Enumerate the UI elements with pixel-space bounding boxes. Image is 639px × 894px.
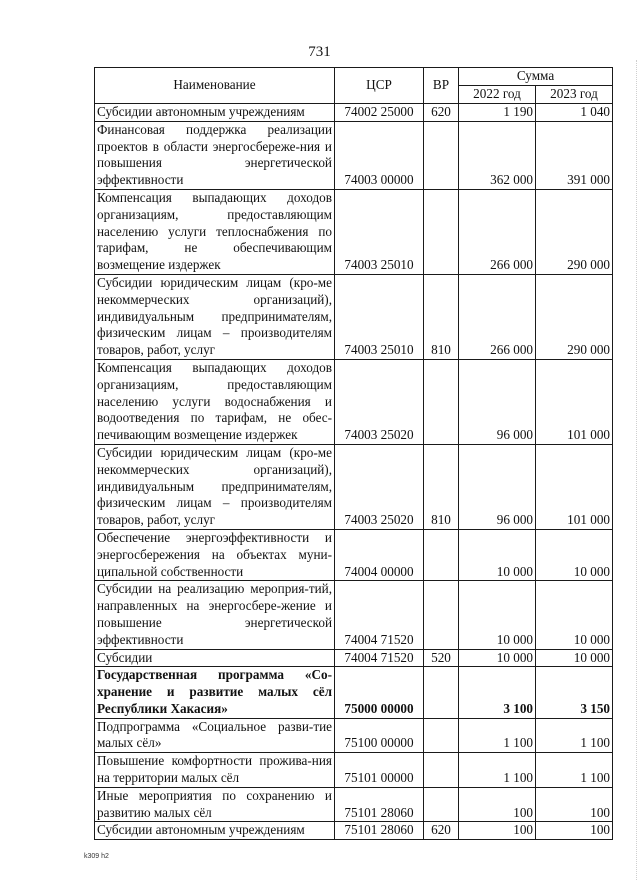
row-csr: 74003 25010 — [335, 189, 424, 274]
row-vr — [424, 667, 459, 718]
row-sum-2022: 1 190 — [459, 104, 536, 122]
row-sum-2023: 10 000 — [536, 649, 613, 667]
row-sum-2022: 362 000 — [459, 121, 536, 189]
table-row — [95, 718, 613, 753]
header-name: Наименование — [95, 68, 335, 104]
row-sum-2023: 1 040 — [536, 104, 613, 122]
row-vr — [424, 529, 459, 580]
row-vr — [424, 581, 459, 649]
table-row — [95, 121, 613, 189]
row-vr — [424, 189, 459, 274]
row-vr: 810 — [424, 274, 459, 359]
row-csr: 74003 25020 — [335, 359, 424, 444]
row-name: Субсидии автономным учреждениям — [95, 104, 335, 122]
row-csr: 75101 28060 — [335, 787, 424, 822]
row-sum-2023: 1 100 — [536, 718, 613, 753]
row-sum-2023: 391 000 — [536, 121, 613, 189]
table-row — [95, 581, 613, 649]
row-csr: 74003 25010 — [335, 274, 424, 359]
row-sum-2022: 3 100 — [459, 667, 536, 718]
row-name: Субсидии автономным учреждениям — [95, 822, 335, 840]
row-sum-2022: 100 — [459, 787, 536, 822]
row-sum-2023: 290 000 — [536, 189, 613, 274]
row-sum-2023: 101 000 — [536, 359, 613, 444]
row-sum-2022: 1 100 — [459, 753, 536, 788]
table-row — [95, 667, 613, 718]
scan-edge-mark — [632, 60, 637, 880]
row-name: Государственная программа «Со-хранение и развитие малых сёл Республики Хакасия» — [95, 667, 335, 718]
row-csr: 74002 25000 — [335, 104, 424, 122]
table-row — [95, 529, 613, 580]
row-name: Подпрограмма «Социальное разви-тие малых сёл» — [95, 718, 335, 753]
page-number: 731 — [308, 44, 331, 60]
row-sum-2022: 266 000 — [459, 189, 536, 274]
row-name: Субсидии юридическим лицам (кро-ме некоммерческих организаций), индивидуальным предпринимателям, физическим лицам – производителям товаров, работ, услуг — [95, 444, 335, 529]
table-row — [95, 104, 613, 122]
row-sum-2022: 266 000 — [459, 274, 536, 359]
row-vr: 520 — [424, 649, 459, 667]
table-header — [95, 68, 613, 104]
row-csr: 74003 00000 — [335, 121, 424, 189]
row-name: Компенсация выпадающих доходов организациям, предоставляющим населению услуги теплоснабжения по тарифам, не обеспечивающим возмещение издержек — [95, 189, 335, 274]
table-row — [95, 822, 613, 840]
row-csr: 74004 71520 — [335, 649, 424, 667]
row-sum-2023: 10 000 — [536, 581, 613, 649]
row-name: Субсидии на реализацию мероприя-тий, направленных на энергосбере-жение и повышение энергетической эффективности — [95, 581, 335, 649]
row-sum-2023: 3 150 — [536, 667, 613, 718]
table-row — [95, 444, 613, 529]
row-sum-2022: 10 000 — [459, 581, 536, 649]
row-csr: 75000 00000 — [335, 667, 424, 718]
row-vr — [424, 359, 459, 444]
row-sum-2023: 101 000 — [536, 444, 613, 529]
row-name: Иные мероприятия по сохранению и развитию малых сёл — [95, 787, 335, 822]
row-sum-2022: 100 — [459, 822, 536, 840]
table-row — [95, 787, 613, 822]
row-csr: 74004 71520 — [335, 581, 424, 649]
row-csr: 74003 25020 — [335, 444, 424, 529]
row-sum-2022: 96 000 — [459, 444, 536, 529]
table-body — [95, 104, 613, 840]
table-row — [95, 753, 613, 788]
row-sum-2023: 10 000 — [536, 529, 613, 580]
row-vr: 810 — [424, 444, 459, 529]
row-vr: 620 — [424, 104, 459, 122]
table-row — [95, 649, 613, 667]
row-vr — [424, 787, 459, 822]
row-csr: 75101 00000 — [335, 753, 424, 788]
row-sum-2023: 290 000 — [536, 274, 613, 359]
row-sum-2022: 10 000 — [459, 649, 536, 667]
header-sum: Сумма — [459, 68, 613, 86]
row-vr — [424, 718, 459, 753]
row-vr — [424, 121, 459, 189]
table-row — [95, 189, 613, 274]
row-vr: 620 — [424, 822, 459, 840]
row-sum-2022: 1 100 — [459, 718, 536, 753]
row-name: Субсидии — [95, 649, 335, 667]
row-name: Обеспечение энергоэффективности и энергосбережения на объектах муни-ципальной собственности — [95, 529, 335, 580]
row-name: Финансовая поддержка реализации проектов в области энергосбереже-ния и повышения энергетической эффективности — [95, 121, 335, 189]
row-csr: 75101 28060 — [335, 822, 424, 840]
row-name: Повышение комфортности прожива-ния на территории малых сёл — [95, 753, 335, 788]
row-sum-2023: 100 — [536, 822, 613, 840]
header-vr: ВР — [424, 68, 459, 104]
row-csr: 74004 00000 — [335, 529, 424, 580]
row-sum-2022: 10 000 — [459, 529, 536, 580]
row-vr — [424, 753, 459, 788]
header-year-2023: 2023 год — [536, 86, 613, 104]
row-name: Компенсация выпадающих доходов организациям, предоставляющим населению услуги водоснабжения и водоотведения по тарифам, не обес-печивающим возмещение издержек — [95, 359, 335, 444]
row-name: Субсидии юридическим лицам (кро-ме некоммерческих организаций), индивидуальным предпринимателям, физическим лицам – производителям товаров, работ, услуг — [95, 274, 335, 359]
header-csr: ЦСР — [335, 68, 424, 104]
row-sum-2023: 100 — [536, 787, 613, 822]
row-sum-2022: 96 000 — [459, 359, 536, 444]
table-row — [95, 359, 613, 444]
table-row — [95, 274, 613, 359]
budget-table — [94, 67, 613, 840]
row-csr: 75100 00000 — [335, 718, 424, 753]
footer-code: k309 h2 — [84, 853, 109, 860]
row-sum-2023: 1 100 — [536, 753, 613, 788]
header-year-2022: 2022 год — [459, 86, 536, 104]
